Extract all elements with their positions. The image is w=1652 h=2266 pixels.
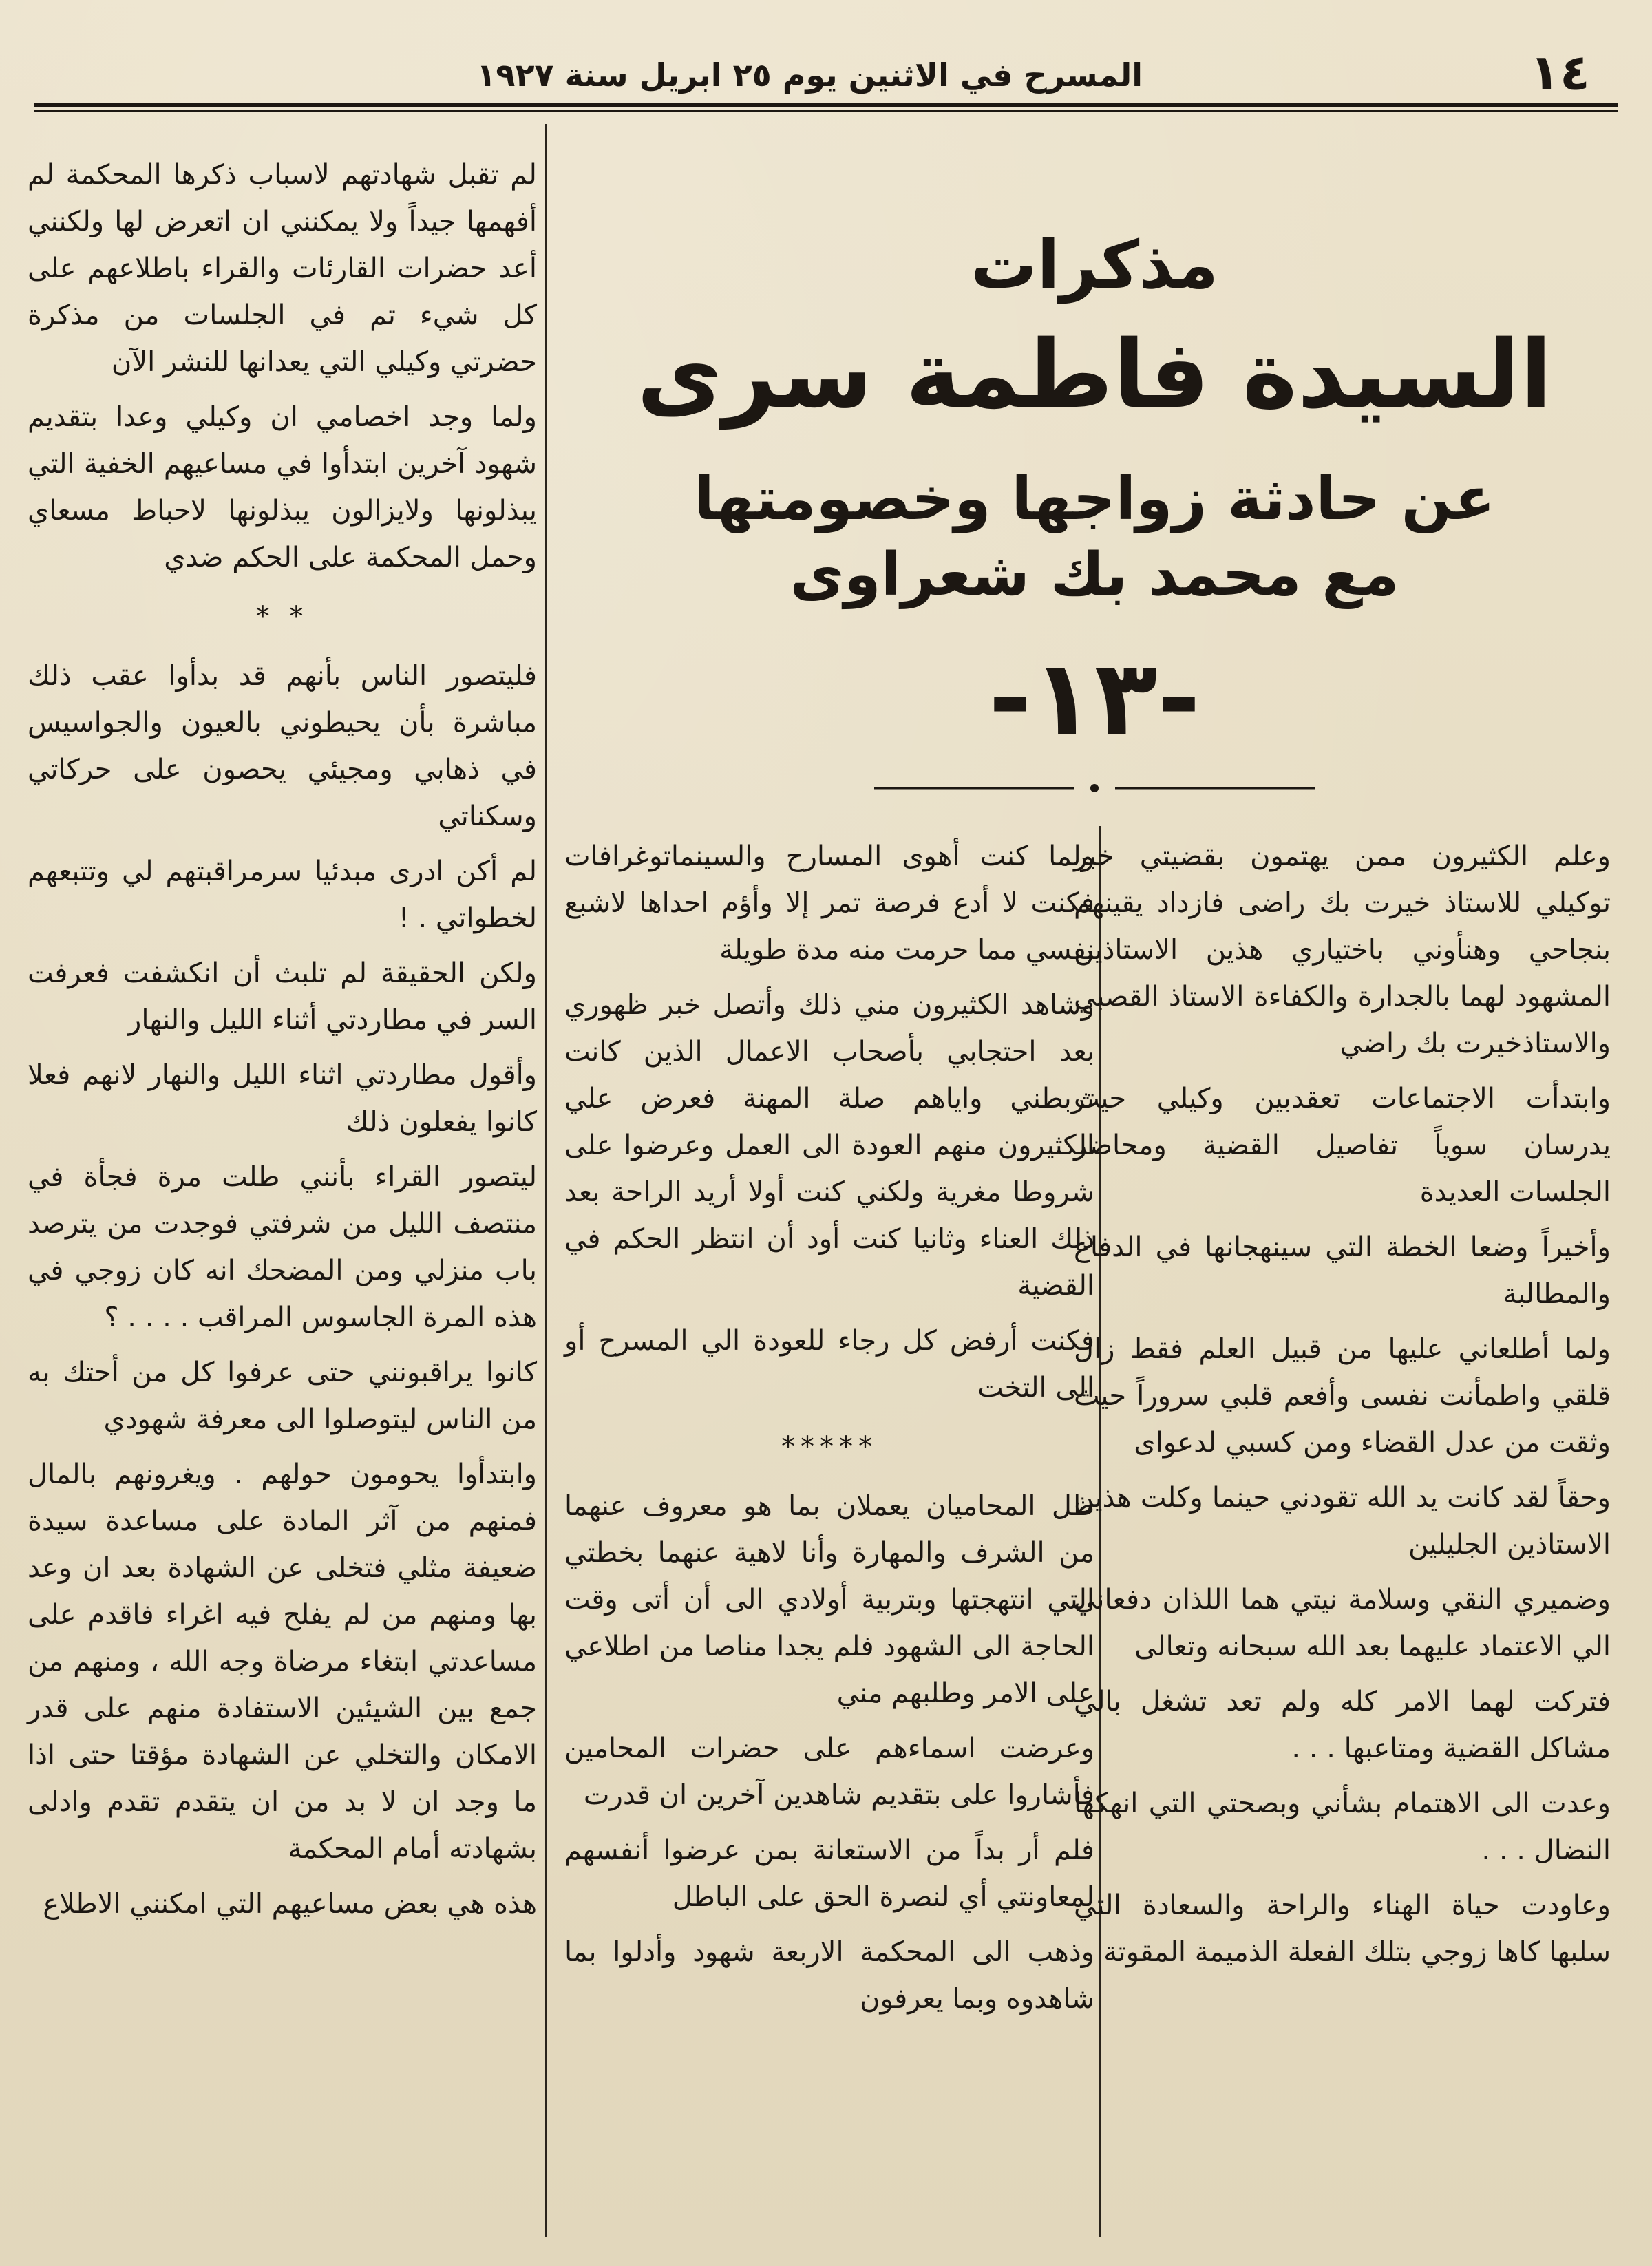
column-left xyxy=(28,151,537,1936)
running-head: المسرح في الاثنين يوم ٢٥ ابريل سنة ١٩٢٧ xyxy=(476,56,1143,94)
paragraph: ولما أطلعاني عليها من قبيل العلم فقط زال قلقي واطمأنت نفسى وأفعم قلبي سروراً حيث وثقت من عدل القضاء ومن كسبي لدعواى xyxy=(1074,1333,1611,1459)
paragraph: وعلم الكثيرون ممن يهتمون بقضيتي خبر توكيلي للاستاذ خيرت بك راضى فازداد يقينهم بنجاحي وهنأوني باختياري هذين الاستاذين المشهود لهما بالجدارة والكفاءة الاستاذ القصبي والاستاذخيرت بك راضي xyxy=(1074,840,1611,1059)
header-rule xyxy=(34,103,1618,107)
paragraph: كانوا يراقبونني حتى عرفوا كل من أحتك به من الناس ليتوصلوا الى معرفة شهودي xyxy=(28,1357,537,1435)
page-header xyxy=(34,41,1618,110)
paragraph: ولكن الحقيقة لم تلبث أن انكشفت فعرفت السر في مطاردتي أثناء الليل والنهار xyxy=(28,957,537,1036)
title-line-2: السيدة فاطمة سرى xyxy=(637,321,1552,430)
paragraph: وابتدأت الاجتماعات تعقدبين وكيلي حيث يدرسان سوياً تفاصيل القضية ومحاضر الجلسات العديدة xyxy=(1074,1083,1611,1208)
page-number: ١٤ xyxy=(1529,43,1590,101)
paragraph: وعدت الى الاهتمام بشأني وبصحتي التي انهكها النضال . . . xyxy=(1074,1788,1611,1866)
paragraph: لم أكن ادرى مبدئيا سرمراقبتهم لي وتتبعهم لخطواتي . ! xyxy=(28,856,537,934)
section-separator: ***** xyxy=(781,1431,878,1463)
title-line-3: عن حادثة زواجها وخصومتها xyxy=(694,465,1495,533)
paragraph: هذه هي بعض مساعيهم التي امكنني الاطلاع xyxy=(43,1888,537,1920)
paragraph: ولما كنت أهوى المسارح والسينماتوغرافات فكنت لا أدع فرصة تمر إلا وأؤم احداها لاشبع نفسي مما حرمت منه مدة طويلة xyxy=(564,840,1094,966)
column-divider-left xyxy=(545,124,547,2237)
paragraph: وعرضت اسماءهم على حضرات المحامين فأشاروا على بتقديم شاهدين آخرين ان قدرت xyxy=(564,1733,1094,1811)
paragraph: ليتصور القراء بأنني طلت مرة فجأة في منتصف الليل من شرفتي فوجدت من يترصد باب منزلي ومن المضحك انه كان زوجي في هذه المرة الجاسوس المراقب . . . . ؟ xyxy=(28,1161,537,1333)
paragraph: وشاهد الكثيرون مني ذلك وأتصل خبر ظهوري بعد احتجابي بأصحاب الاعمال الذين كانت تربطني واياهم صلة المهنة فعرض علي الكثيرون منهم العودة الى العمل وعرضوا على شروطا مغرية ولكني كنت أولا أريد الراحة بعد ذلك العناء وثانيا كنت أود أن انتظر الحكم في القضية xyxy=(564,989,1094,1302)
paragraph: ظل المحاميان يعملان بما هو معروف عنهما من الشرف والمهارة وأنا لاهية عنهما بخطتي التي انتهجتها وبتربية أولادي الى أن أتى وقت الحاجة الى الشهود فلم يجدا مناصا من اطلاعي على الامر وطلبهم مني xyxy=(564,1490,1094,1709)
article-title-block xyxy=(564,227,1624,757)
column-middle xyxy=(564,833,1094,2031)
part-number: -١٣- xyxy=(988,639,1200,759)
title-line-4: مع محمد بك شعراوى xyxy=(790,540,1399,609)
title-line-1: مذكرات xyxy=(971,226,1218,304)
paragraph: وابتدأوا يحومون حولهم . ويغرونهم بالمال فمنهم من آثر المادة على مساعدة سيدة ضعيفة مثلي فتخلى عن الشهادة بعد ان وعد بها ومنهم من لم يفلح فيه اغراء فاقدم على مساعدتي ابتغاء مرضاة وجه الله ، ومنهم من جمع بين الشيئين الاستفادة منهم على قدر الامكان والتخلي عن الشهادة مؤقتا حتى اذا ما وجد ان لا بد من ان يتقدم تقدم وادلى بشهادته أمام المحكمة xyxy=(28,1459,537,1865)
paragraph: فتركت لهما الامر كله ولم تعد تشغل بالي مشاكل القضية ومتاعبها . . . xyxy=(1074,1686,1611,1764)
paragraph: فلم أر بداً من الاستعانة بمن عرضوا أنفسهم لمعاونتي أي لنصرة الحق على الباطل xyxy=(564,1834,1094,1913)
column-right xyxy=(1074,833,1611,1984)
paragraph: وأقول مطاردتي اثناء الليل والنهار لانهم فعلا كانوا يفعلون ذلك xyxy=(28,1059,537,1138)
paragraph: وعاودت حياة الهناء والراحة والسعادة التي سلبها كاها زوجي بتلك الفعلة الذميمة المقوتة xyxy=(1074,1889,1611,1968)
paragraph: وحقاً لقد كانت يد الله تقودني حينما وكلت هذين الاستاذين الجليلين xyxy=(1074,1482,1611,1560)
title-ornament xyxy=(874,781,1315,795)
paragraph: فليتصور الناس بأنهم قد بدأوا عقب ذلك مباشرة بأن يحيطوني بالعيون والجواسيس في ذهابي ومجيئي يحصون على حركاتي وسكناتي xyxy=(28,660,537,832)
paragraph: وضميري النقي وسلامة نيتي هما اللذان دفعاني الي الاعتماد عليهما بعد الله سبحانه وتعالى xyxy=(1074,1584,1611,1662)
paragraph: ولما وجد اخصامي ان وكيلي وعدا بتقديم شهود آخرين ابتدأوا في مساعيهم الخفية التي يبذلونها ولايزالون يبذلونها لاحباط مسعاي وحمل المحكمة على الحكم ضدي xyxy=(28,401,537,573)
paragraph: وأخيراً وضعا الخطة التي سينهجانها في الدفاع والمطالبة xyxy=(1074,1231,1611,1310)
paragraph: لم تقبل شهادتهم لاسباب ذكرها المحكمة لم أفهمها جيداً ولا يمكنني ان اتعرض لها ولكنني أعد حضرات القارئات والقراء باطلاعهم على كل شيء تم في الجلسات من مذكرة حضرتي وكيلي التي يعدانها للنشر الآن xyxy=(28,159,537,378)
header-rule-thin xyxy=(34,110,1618,112)
paragraph: فكنت أرفض كل رجاء للعودة الي المسرح أو الى التخت xyxy=(564,1325,1094,1404)
paragraph: وذهب الى المحكمة الاربعة شهود وأدلوا بما شاهدوه وبما يعرفون xyxy=(564,1936,1094,2015)
section-separator: * * xyxy=(255,601,309,633)
